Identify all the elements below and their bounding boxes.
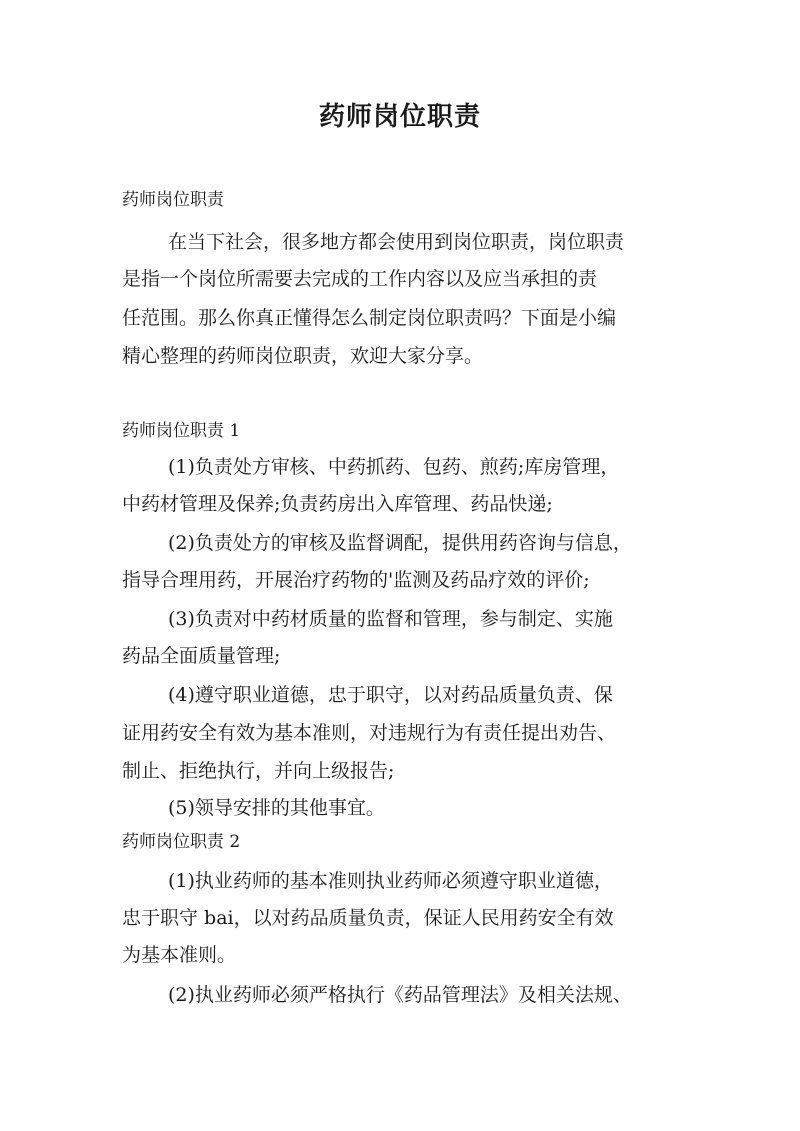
section2-heading: 药师岗位职责 2 [122,832,241,852]
section1-heading: 药师岗位职责 1 [122,421,241,441]
intro-line: 在当下社会，很多地方都会使用到岗位职责，岗位职责 [168,231,625,253]
section1-line: 证用药安全有效为基本准则，对违规行为有责任提出劝告、 [122,722,617,744]
section1-line: (5)领导安排的其他事宜。 [168,797,385,819]
section1-line: 指导合理用药，开展治疗药物的'监测及药品疗效的评价; [122,569,590,591]
intro-line: 是指一个岗位所需要去完成的工作内容以及应当承担的责 [122,268,598,290]
page-title: 药师岗位职责 [318,102,481,132]
section1-line: (3)负责对中药材质量的监督和管理，参与制定、实施 [168,608,613,630]
section2-line: (1)执业药师的基本准则执业药师必须遵守职业道德， [168,870,613,892]
section1-line: 药品全面质量管理; [122,645,281,667]
intro-line: 精心整理的药师岗位职责，欢迎大家分享。 [122,345,484,367]
section1-line: 中药材管理及保养;负责药房出入库管理、药品快递; [122,493,553,515]
section1-line: (4)遵守职业道德，忠于职守，以对药品质量负责、保 [168,684,613,706]
section1-line: 制止、拒绝执行，并向上级报告; [122,760,395,782]
section2-line: (2)执业药师必须严格执行《药品管理法》及相关法规、 [168,984,632,1006]
intro-heading: 药师岗位职责 [122,190,224,210]
section2-line: 忠于职守 bai，以对药品质量负责，保证人民用药安全有效 [122,907,614,929]
section1-line: (2)负责处方的审核及监督调配，提供用药咨询与信息， [168,532,632,554]
section2-line: 为基本准则。 [122,944,237,966]
section1-line: (1)负责处方审核、中药抓药、包药、煎药;库房管理， [168,456,620,478]
intro-line: 任范围。那么你真正懂得怎么制定岗位职责吗？下面是小编 [122,307,617,329]
